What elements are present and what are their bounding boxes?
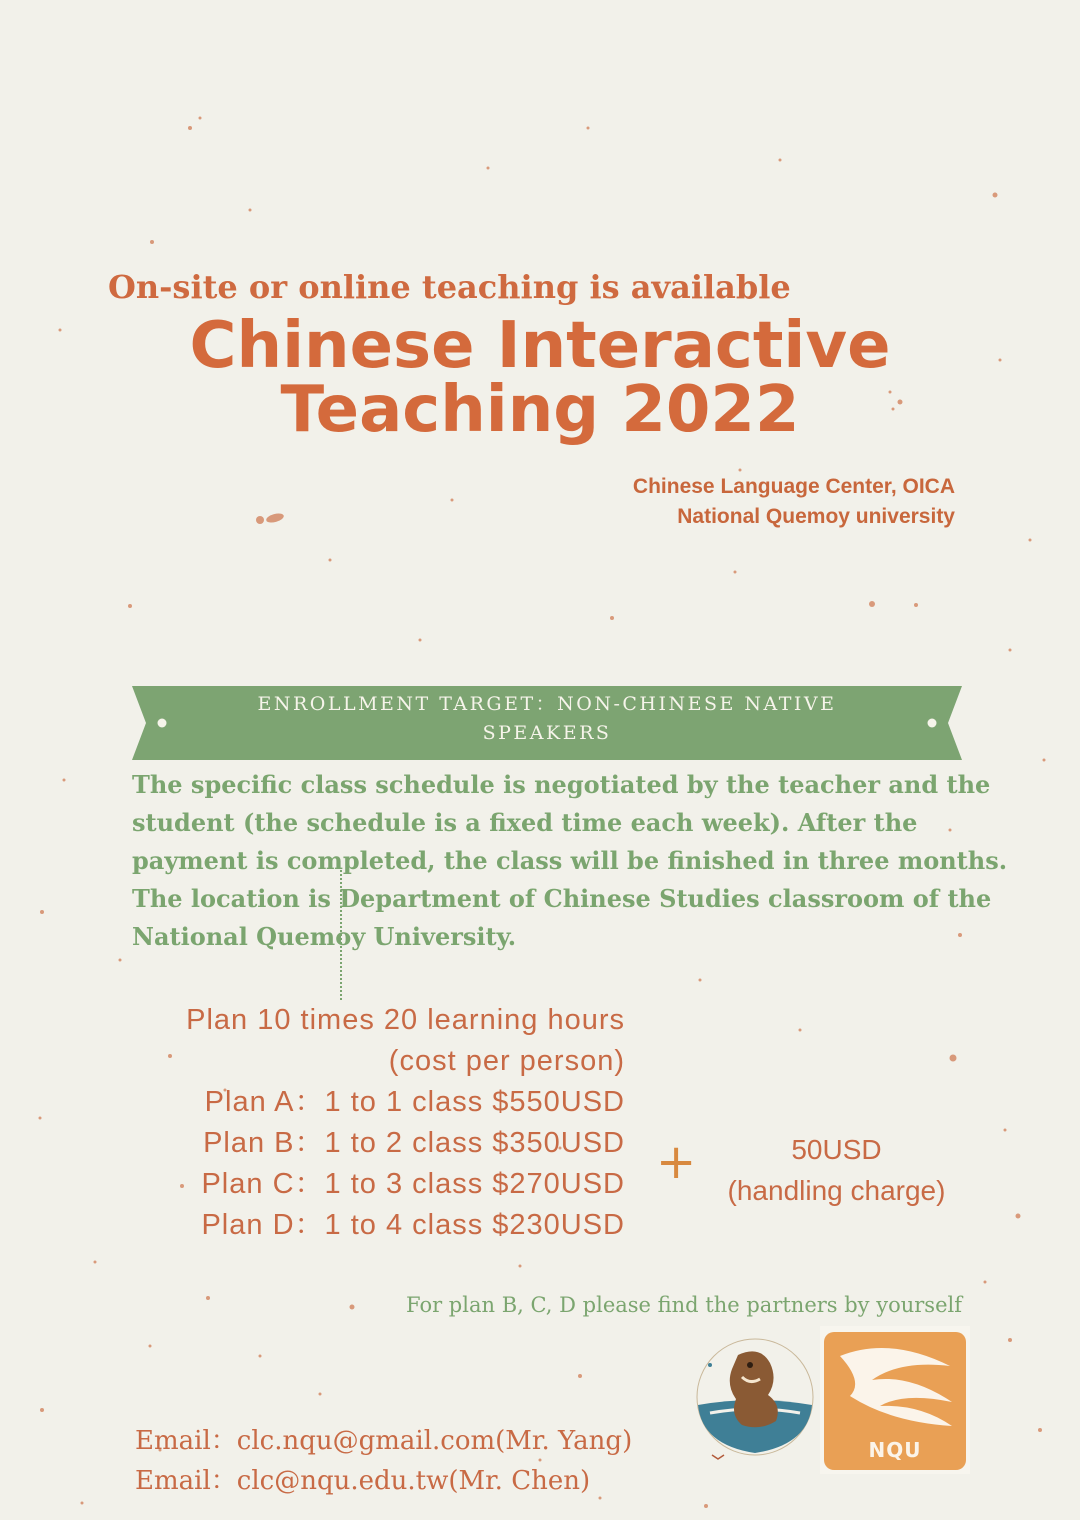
plan-d: Plan D：1 to 4 class $230USD	[201, 1209, 625, 1241]
banner-text	[202, 690, 892, 748]
nqu-logo-icon	[820, 1326, 970, 1474]
description-line: payment is completed, the class will be finished in three months.	[132, 846, 1008, 875]
handling-fee	[714, 1129, 959, 1211]
plus-icon: +	[656, 1134, 697, 1190]
pricing-plans	[120, 1000, 625, 1246]
course-description	[132, 766, 1008, 956]
enrollment-banner	[132, 686, 962, 760]
organization-line-1: Chinese Language Center, OICA	[632, 475, 955, 498]
page-title-line-2: Teaching 2022	[280, 373, 800, 447]
plan-c: Plan C：1 to 3 class $270USD	[201, 1168, 625, 1200]
organization-line-2: National Quemoy university	[677, 505, 955, 528]
nqu-label: NQU	[868, 1438, 922, 1462]
description-line: The specific class schedule is negotiated by the teacher and the	[132, 770, 991, 799]
contact-email-chen[interactable]: Email：clc@nqu.edu.tw(Mr. Chen)	[135, 1466, 591, 1496]
banner-line-1: ENROLLMENT TARGET：NON-CHINESE NATIVE	[257, 693, 837, 715]
organization	[633, 472, 955, 532]
page-title-line-1: Chinese Interactive	[189, 309, 891, 383]
description-line: The location is Department of Chinese Studies classroom of the	[132, 884, 992, 913]
dotted-divider	[340, 870, 342, 1000]
partner-note: For plan B, C, D please find the partners by yourself	[406, 1293, 962, 1317]
description-line: student (the schedule is a fixed time each week). After the	[132, 808, 918, 837]
plan-a: Plan A：1 to 1 class $550USD	[204, 1086, 625, 1118]
plan-b: Plan B：1 to 2 class $350USD	[203, 1127, 625, 1159]
plans-subheading: (cost per person)	[388, 1045, 625, 1077]
contact-email-yang[interactable]: Email：clc.nqu@gmail.com(Mr. Yang)	[135, 1426, 633, 1456]
tagline: On-site or online teaching is available	[108, 268, 791, 306]
description-line: National Quemoy University.	[132, 922, 517, 951]
fee-label: (handling charge)	[727, 1175, 946, 1206]
plans-heading: Plan 10 times 20 learning hours	[186, 1004, 625, 1036]
otter-logo-icon	[690, 1335, 820, 1475]
banner-line-2: SPEAKERS	[482, 722, 612, 744]
fee-amount: 50USD	[791, 1134, 882, 1165]
